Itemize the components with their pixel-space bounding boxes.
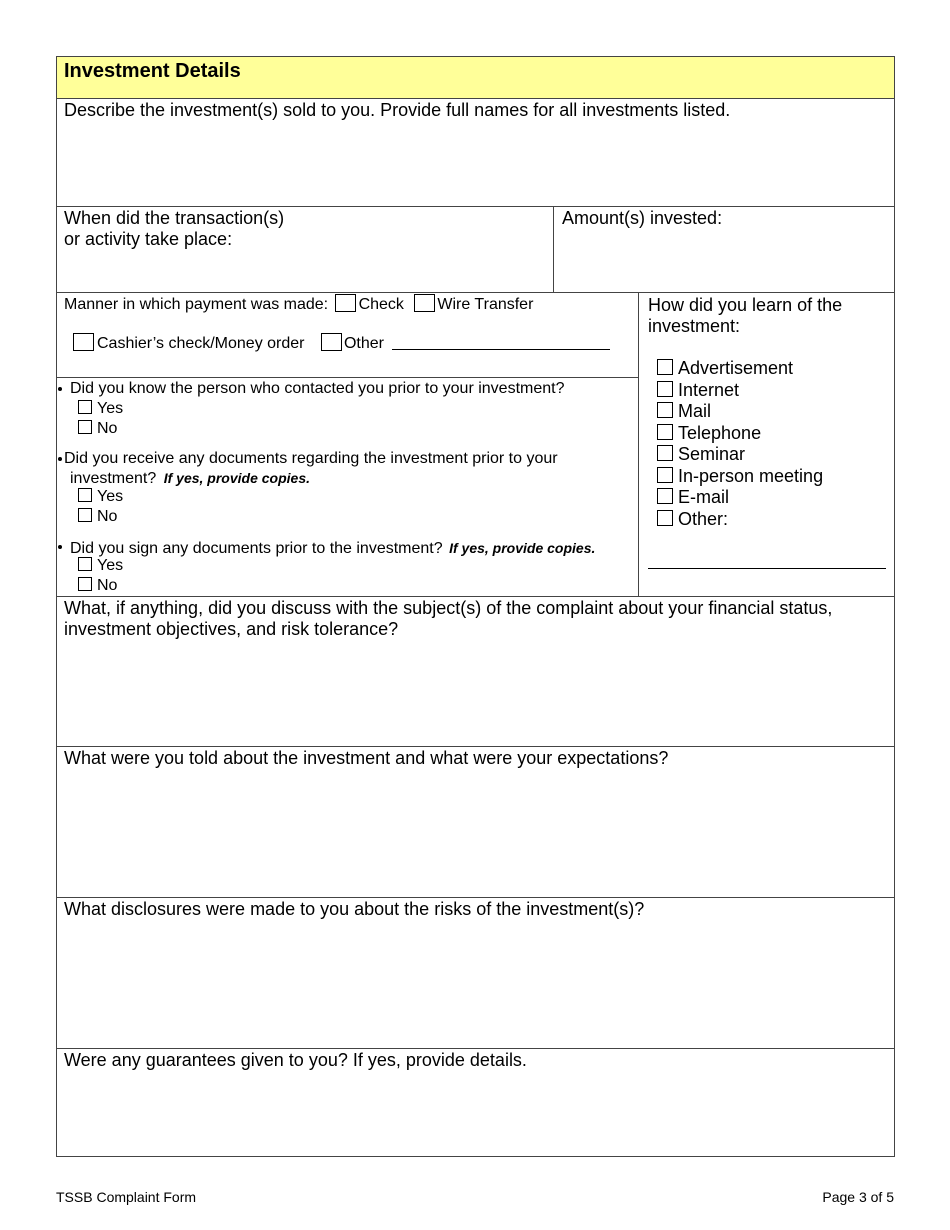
divider [56,292,895,293]
divider [56,206,895,207]
payment-row-1 [64,294,533,315]
seminar-label: Seminar [678,444,746,464]
when-label [64,208,284,250]
learn-option-mail [657,401,823,423]
internet-checkbox[interactable] [657,381,673,397]
footer-left: TSSB Complaint Form [56,1189,197,1205]
divider [553,206,554,292]
receive-docs-no-label: No [97,508,118,525]
learn-option-telephone [657,423,823,445]
email-checkbox[interactable] [657,488,673,504]
bullet [58,545,62,549]
sign-docs-yes-label: Yes [97,557,124,574]
table-left-border [56,56,57,1157]
told-label: What were you told about the investment and what were your expectations? [64,748,669,768]
telephone-checkbox[interactable] [657,424,673,440]
know-person-question: Did you know the person who contacted you prior to your investment? [70,380,565,397]
learn-options [657,358,823,530]
seminar-checkbox[interactable] [657,445,673,461]
receive-docs-note: If yes, provide copies. [163,470,310,486]
other-learn-label: Other: [678,508,729,529]
disclosures-label: What disclosures were made to you about the risks of the investment(s)? [64,899,645,919]
receive-docs-no-checkbox[interactable] [78,508,92,522]
when-label-line1: When did the transaction(s) [64,208,285,228]
sign-docs-yes-checkbox[interactable] [78,557,92,571]
receive-docs-question-line1: Did you receive any documents regarding the investment prior to your [64,450,558,467]
know-person-no-checkbox[interactable] [78,420,92,434]
wire-transfer-checkbox[interactable] [414,294,435,312]
internet-label: Internet [678,379,740,400]
sign-docs-no [78,576,117,596]
check-option-label: Check [358,296,404,313]
amount-label: Amount(s) invested: [562,208,723,228]
payment-row-2 [73,333,610,354]
divider [56,596,895,597]
advertisement-label: Advertisement [678,358,794,378]
other-payment-option-label: Other [343,335,384,352]
other-learn-blank[interactable] [648,568,886,569]
mail-checkbox[interactable] [657,402,673,418]
sign-docs-question [70,538,595,559]
receive-docs-yes [78,487,123,507]
receive-docs-question-line2 [70,468,310,489]
guarantees-label: Were any guarantees given to you? If yes, provide details. [64,1050,527,1070]
know-person-yes-checkbox[interactable] [78,400,92,414]
learn-option-in-person [657,466,823,488]
bullet [58,457,62,461]
learn-option-seminar [657,444,823,466]
other-payment-blank[interactable] [392,335,610,350]
bullet [58,387,62,391]
sign-docs-note: If yes, provide copies. [449,540,596,556]
discuss-label-line2: investment objectives, and risk tolerance? [64,619,399,639]
receive-docs-yes-label: Yes [97,488,124,505]
payment-label: Manner in which payment was made: [64,296,329,313]
mail-label: Mail [678,401,712,421]
divider [56,897,895,898]
know-person-no [78,419,117,439]
section-title: Investment Details [64,60,241,82]
receive-docs-yes-checkbox[interactable] [78,488,92,502]
wire-transfer-option-label: Wire Transfer [437,296,534,313]
cashiers-check-checkbox[interactable] [73,333,94,351]
table-bottom-border [56,1156,895,1157]
in-person-meeting-label: In-person meeting [678,465,824,486]
learn-option-email [657,487,823,509]
learn-label-line1: How did you learn of the [648,295,843,315]
in-person-meeting-checkbox[interactable] [657,467,673,483]
know-person-yes-label: Yes [97,400,124,417]
describe-label: Describe the investment(s) sold to you. Provide full names for all investments listed. [64,100,731,120]
divider [56,377,639,378]
discuss-label [64,598,832,640]
learn-label-line2: investment: [648,316,741,336]
sign-docs-no-checkbox[interactable] [78,577,92,591]
learn-option-internet [657,380,823,402]
learn-option-advertisement [657,358,823,380]
cashiers-check-option-label: Cashier’s check/Money order [97,335,305,352]
footer-right: Page 3 of 5 [822,1189,894,1205]
discuss-label-line1: What, if anything, did you discuss with the subject(s) of the complaint about your financial status, [64,598,833,618]
learn-option-other [657,509,823,531]
table-top-border [56,56,895,57]
sign-docs-no-label: No [97,577,118,594]
divider [638,292,639,597]
know-person-no-label: No [97,420,118,437]
check-checkbox[interactable] [335,294,356,312]
divider [56,98,895,99]
divider [56,1048,895,1049]
know-person-yes [78,399,123,419]
when-label-line2: or activity take place: [64,229,233,249]
advertisement-checkbox[interactable] [657,359,673,375]
other-learn-checkbox[interactable] [657,510,673,526]
telephone-label: Telephone [678,422,762,443]
sign-docs-yes [78,556,123,576]
divider [56,746,895,747]
receive-docs-question-text: investment? [70,470,157,487]
receive-docs-no [78,507,117,527]
email-label: E-mail [678,487,730,507]
other-payment-checkbox[interactable] [321,333,342,351]
sign-docs-question-text: Did you sign any documents prior to the investment? [70,540,443,557]
table-right-border [894,56,895,1157]
learn-label [648,295,842,337]
